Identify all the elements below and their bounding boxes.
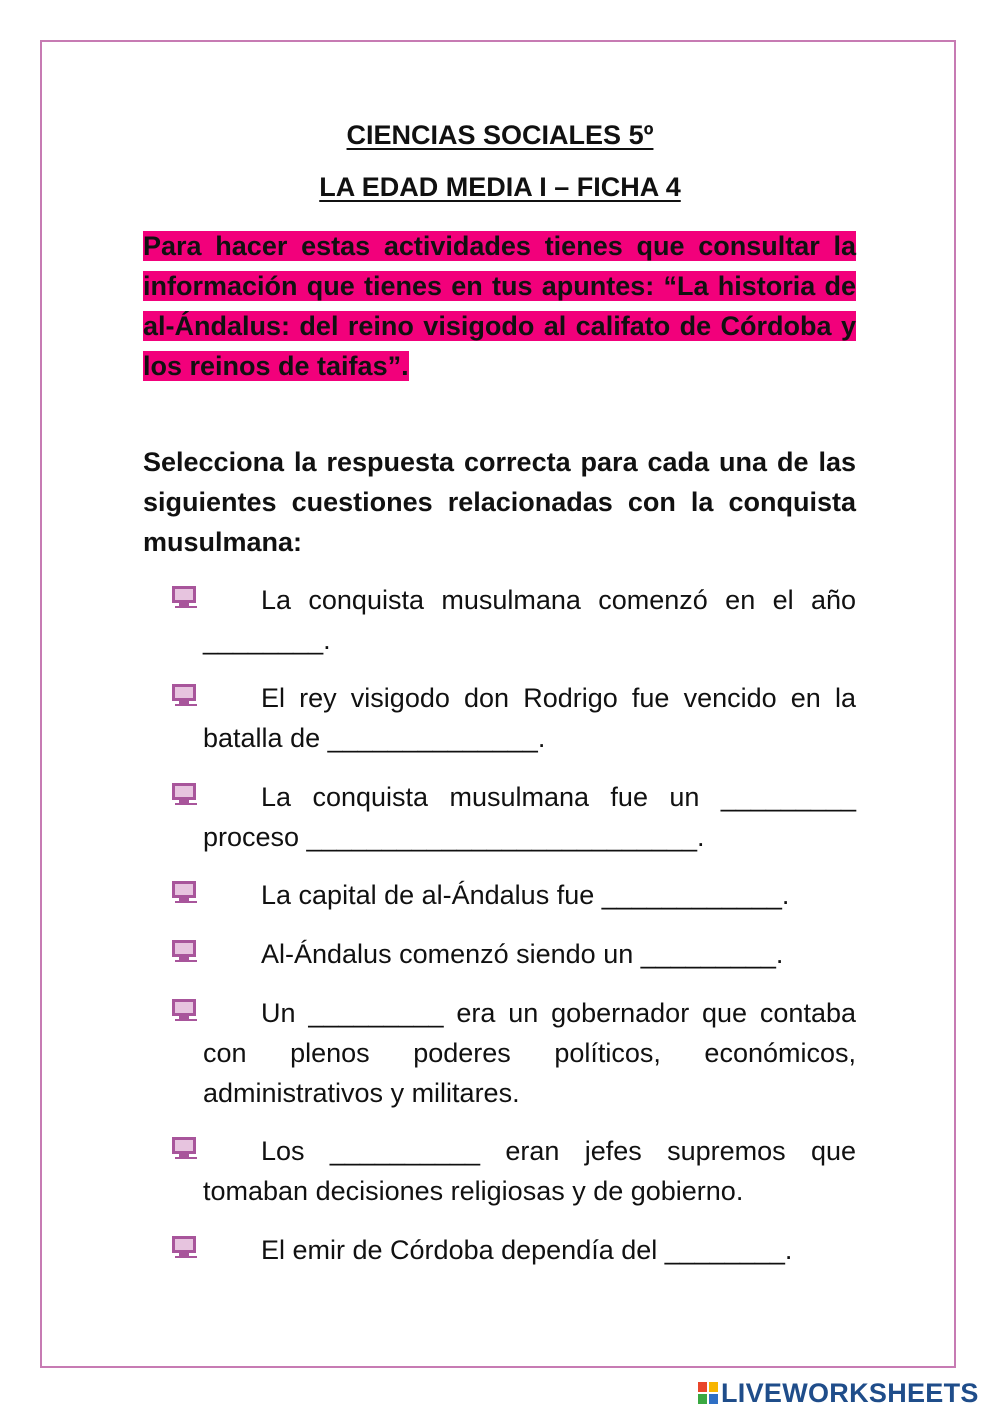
liveworksheets-brand[interactable] — [697, 1378, 979, 1408]
computer-monitor-icon — [171, 1235, 201, 1259]
page-title: CIENCIAS SOCIALES 5º — [346, 120, 654, 150]
question-item — [203, 678, 856, 758]
computer-monitor-icon — [171, 782, 201, 806]
computer-monitor-icon — [171, 880, 201, 904]
question-item — [203, 580, 856, 660]
question-item — [203, 1131, 856, 1211]
page-subtitle: LA EDAD MEDIA I – FICHA 4 — [319, 172, 681, 202]
question-text: Los __________ eran jefes supremos que tomaban decisiones religiosas y de gobierno. — [203, 1136, 856, 1206]
question-text: El rey visigodo don Rodrigo fue vencido en la batalla de ______________. — [203, 683, 856, 753]
instruction-text: Selecciona la respuesta correcta para cada una de las siguientes cuestiones relacionadas con la conquista musulmana: — [143, 447, 856, 557]
question-text: Un _________ era un gobernador que contaba con plenos poderes políticos, económicos, administrativos y militares. — [203, 998, 856, 1108]
computer-monitor-icon — [171, 585, 201, 609]
question-item — [203, 1230, 856, 1270]
question-item — [203, 993, 856, 1113]
question-text: La conquista musulmana comenzó en el año ________. — [203, 585, 856, 655]
computer-monitor-icon — [171, 939, 201, 963]
question-item — [203, 777, 856, 857]
question-item — [203, 875, 856, 915]
question-item — [203, 934, 856, 974]
question-text: La capital de al-Ándalus fue ____________. — [261, 880, 790, 910]
brand-text: LIVEWORKSHEETS — [721, 1377, 979, 1408]
question-text: Al-Ándalus comenzó siendo un _________. — [261, 939, 784, 969]
question-text: El emir de Córdoba dependía del ________. — [261, 1235, 793, 1265]
highlighted-note-text: Para hacer estas actividades tienes que consultar la información que tienes en tus apuntes: “La historia de al-Ándalus: del reino visigodo al califato de Córdoba y los reinos de taifas”. — [143, 231, 856, 381]
computer-monitor-icon — [171, 998, 201, 1022]
question-text: La conquista musulmana fue un _________ proceso __________________________. — [203, 782, 856, 852]
computer-monitor-icon — [171, 1136, 201, 1160]
highlighted-note — [143, 226, 856, 386]
liveworksheets-logo-icon — [697, 1381, 719, 1405]
computer-monitor-icon — [171, 683, 201, 707]
